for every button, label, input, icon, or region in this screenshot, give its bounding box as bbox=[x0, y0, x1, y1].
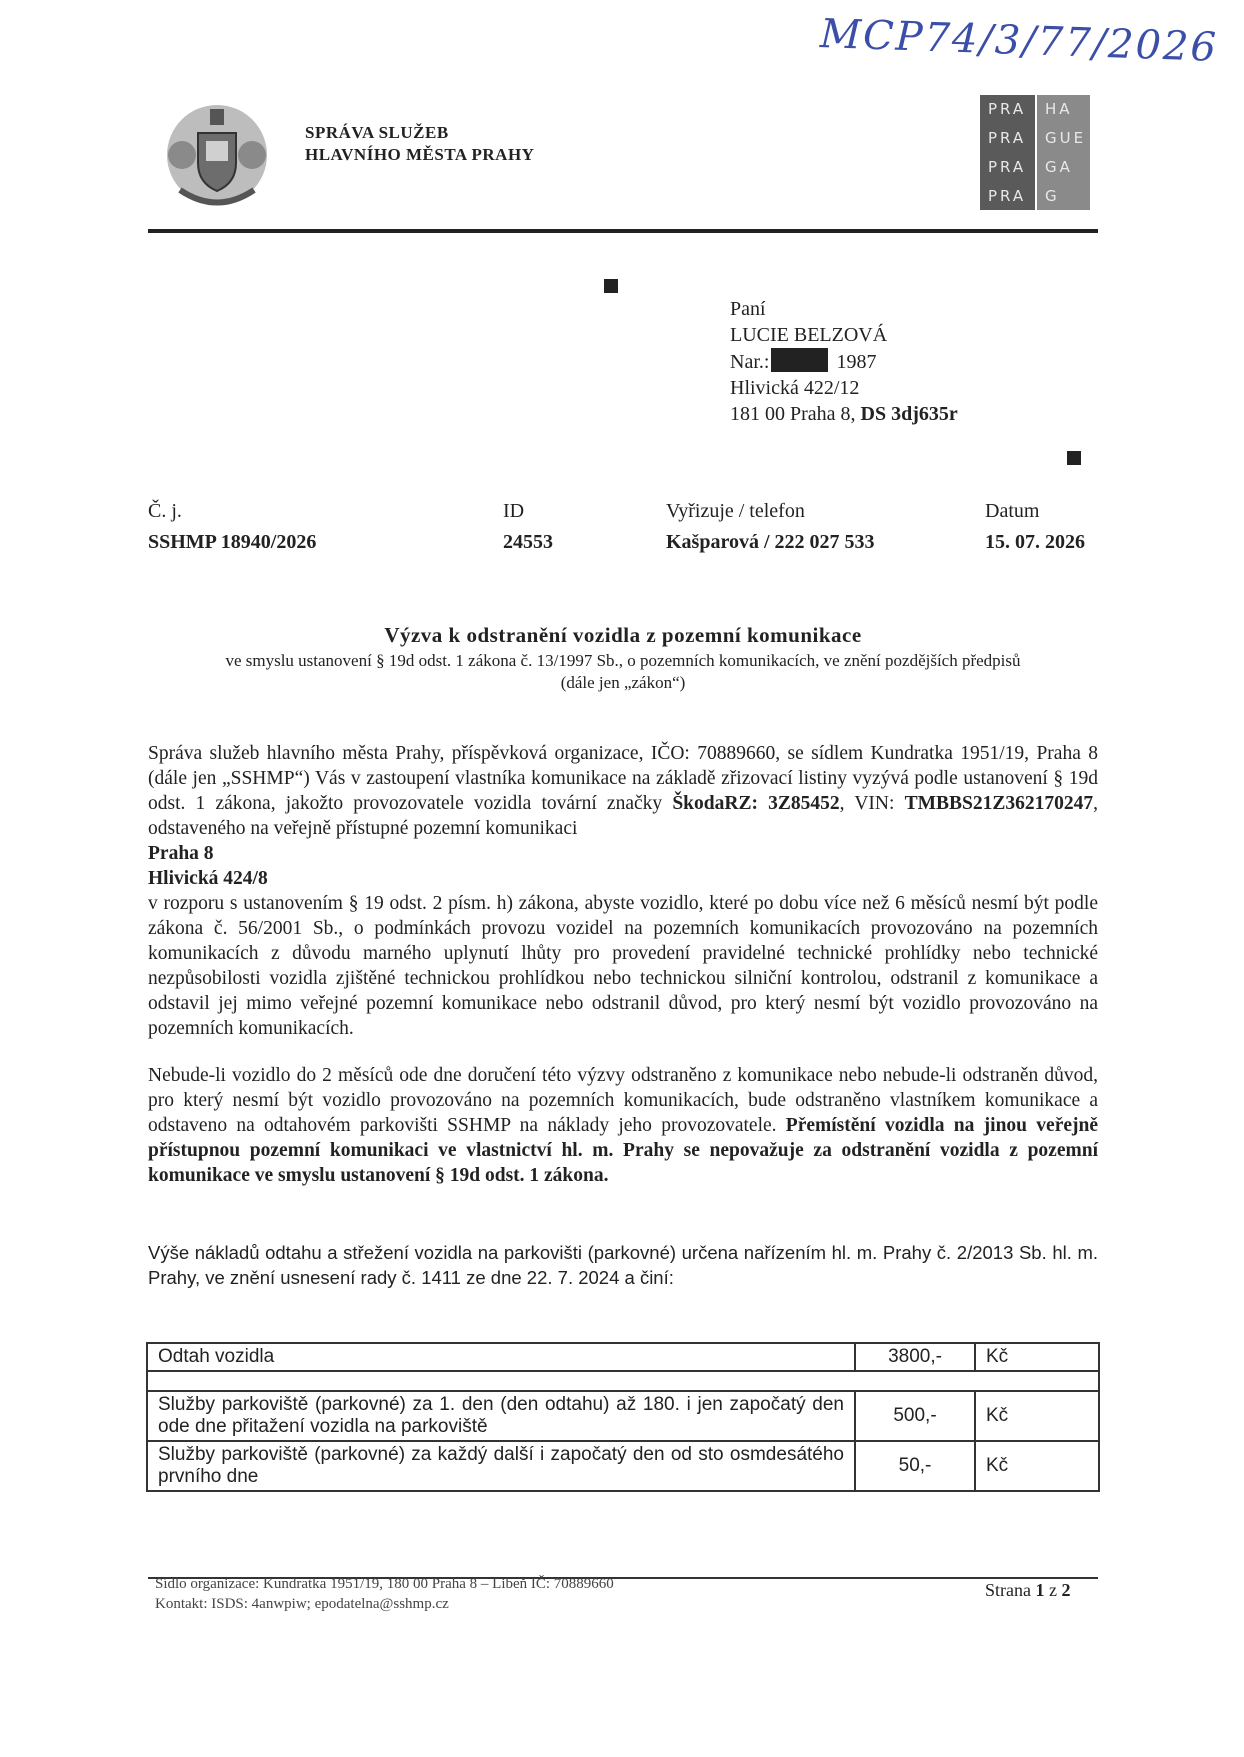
location-street: Hlivická 424/8 bbox=[148, 868, 268, 889]
page-number bbox=[985, 1580, 1070, 1601]
page-current: 1 bbox=[1035, 1580, 1045, 1600]
handwritten-reference: MCP74/3/77/2026 bbox=[819, 11, 1219, 71]
contact-value: Kašparová / 222 027 533 bbox=[666, 531, 875, 553]
fee-amount: 50,- bbox=[855, 1441, 975, 1491]
body2-bold: Přemístění vozidla na jinou veřejně přístupnou pozemní komunikaci ve vlastnictví hl. m. Prahy se nepovažuje za odstranění vozidla z pozemní komunikace ve smyslu ustanovení § 19d odst. 1 zákona. bbox=[148, 1115, 1098, 1186]
cj-label: Č. j. bbox=[148, 500, 182, 522]
recipient-city bbox=[730, 401, 958, 427]
body-paragraph-3: Výše nákladů odtahu a střežení vozidla na parkovišti (parkovné) určena nařízením hl. m. Prahy č. 2/2013 Sb. hl. m. Prahy, ve znění usnesení rady č. 1411 ze dne 22. 7. 2024 a činí: bbox=[148, 1242, 1098, 1288]
contact-label: Vyřizuje / telefon bbox=[666, 500, 805, 522]
subtitle-line2: (dále jen „zákon“) bbox=[560, 673, 686, 692]
recipient-address bbox=[730, 296, 958, 427]
header-divider bbox=[148, 229, 1098, 233]
logo-cell: PRA bbox=[988, 157, 1027, 176]
org-name-line1: SPRÁVA SLUŽEB bbox=[305, 123, 449, 142]
document-title: Výzva k odstranění vozidla z pozemní komunikace bbox=[384, 623, 862, 647]
vehicle-rz: 3Z85452 bbox=[768, 793, 840, 814]
fee-label: Odtah vozidla bbox=[147, 1343, 855, 1371]
fee-label: Služby parkoviště (parkovné) za 1. den (den odtahu) až 180. i jen započatý den ode dne přitažení vozidla na parkoviště bbox=[147, 1391, 855, 1441]
date-label: Datum bbox=[985, 500, 1040, 522]
fee-amount: 3800,- bbox=[855, 1343, 975, 1371]
date-value: 15. 07. 2026 bbox=[985, 531, 1085, 553]
recipient-birth bbox=[730, 348, 958, 375]
table-spacer-cell bbox=[147, 1371, 1099, 1391]
recipient-city-text: 181 00 Praha 8, bbox=[730, 403, 861, 425]
page-total: 2 bbox=[1061, 1580, 1071, 1600]
fee-currency: Kč bbox=[975, 1391, 1099, 1441]
table-row bbox=[147, 1441, 1099, 1491]
logo-cell: GUE bbox=[1035, 124, 1090, 153]
page-mid: z bbox=[1044, 1580, 1062, 1600]
footer-address: Sídlo organizace: Kundratka 1951/19, 180 00 Praha 8 – Libeň IČ: 70889660 bbox=[155, 1576, 614, 1592]
organization-name bbox=[305, 122, 534, 166]
recipient-street: Hlivická 422/12 bbox=[730, 377, 860, 399]
logo-cell: GA bbox=[1035, 153, 1090, 182]
body-paragraph-1 bbox=[148, 741, 1098, 1041]
logo-cell: PRA bbox=[988, 129, 1027, 148]
birth-year: 1987 bbox=[836, 351, 877, 373]
logo-cell: PRA bbox=[988, 100, 1027, 119]
rz-label: RZ: bbox=[724, 793, 769, 814]
fees-table bbox=[146, 1342, 1100, 1492]
table-row bbox=[147, 1343, 1099, 1371]
fee-currency: Kč bbox=[975, 1343, 1099, 1371]
registration-mark bbox=[1067, 451, 1081, 465]
location-district: Praha 8 bbox=[148, 843, 214, 864]
footer-contact-line: Kontakt: ISDS: 4anwpiw; epodatelna@sshmp.cz bbox=[155, 1596, 449, 1612]
table-row bbox=[147, 1391, 1099, 1441]
vehicle-brand: Škoda bbox=[672, 793, 725, 814]
footer-contact bbox=[155, 1574, 614, 1614]
body-paragraph-2 bbox=[148, 1063, 1098, 1188]
body2-text: Nebude-li vozidlo do 2 měsíců ode dne doručení této výzvy odstraněno z komunikace nebo nebude-li odstraněn důvod, pro který nesmí být vozidlo provozováno na pozemních komunikacích, bude odstraněno vlastníkem komunikace a odstaveno na odtahovém parkovišti SSHMP na náklady jeho provozovatele. bbox=[148, 1065, 1098, 1136]
praha-praga-logo bbox=[980, 95, 1090, 210]
body1-after-vin: , odstaveného na veřejně přístupné pozemní komunikaci bbox=[148, 793, 1098, 839]
vin-label: , VIN: bbox=[839, 793, 905, 814]
org-name-line2: HLAVNÍHO MĚSTA PRAHY bbox=[305, 145, 535, 164]
body1-intro: Správa služeb hlavního města Prahy, příspěvková organizace, IČO: 70889660, se sídlem Kundratka 1951/19, Praha 8 (dále jen „SSHMP“) Vás v zastoupení vlastníka komunikace na základě zřizovací listiny vyzývá podle ustanovení § 19d odst. 1 zákona, jakožto provozovatele vozidla tovární značky bbox=[148, 743, 1098, 814]
registration-mark bbox=[604, 279, 618, 293]
recipient-data-box: DS 3dj635r bbox=[860, 403, 958, 425]
fee-amount: 500,- bbox=[855, 1391, 975, 1441]
id-label: ID bbox=[503, 500, 525, 522]
body1-rest: v rozporu s ustanovením § 19 odst. 2 písm. h) zákona, abyste vozidlo, které po dobu více než 6 měsíců nesmí být podle zákona č. 56/2001 Sb., o podmínkách provozu vozidel na pozemních komunikacích provozováno na pozemních komunikacích z důvodu marného uplynutí lhůty pro provedení pravidelné technické prohlídky nebo technické nezpůsobilosti vozidla zjištěné technickou prohlídkou nebo technickou silniční kontrolou, odstranil z komunikace a odstavil jej mimo veřejné pozemní komunikace nebo odstranil důvod, pro který nesmí být vozidlo provozováno na pozemních komunikacích. bbox=[148, 893, 1098, 1039]
vehicle-vin: TMBBS21Z362170247 bbox=[904, 793, 1094, 814]
logo-cell: G bbox=[1035, 181, 1090, 210]
logo-cell: HA bbox=[1035, 95, 1090, 124]
fee-label: Služby parkoviště (parkovné) za každý další i započatý den od sto osmdesátého prvního dne bbox=[147, 1441, 855, 1491]
prague-coat-of-arms-logo bbox=[160, 95, 275, 210]
logo-cell: PRA bbox=[988, 186, 1027, 205]
redacted-block bbox=[771, 348, 828, 372]
id-value: 24553 bbox=[503, 531, 553, 553]
birth-label: Nar.: bbox=[730, 351, 770, 373]
recipient-name: LUCIE BELZOVÁ bbox=[730, 324, 888, 346]
fee-currency: Kč bbox=[975, 1441, 1099, 1491]
cj-value: SSHMP 18940/2026 bbox=[148, 531, 317, 553]
recipient-salutation: Paní bbox=[730, 298, 766, 320]
subtitle-line1: ve smyslu ustanovení § 19d odst. 1 zákona č. 13/1997 Sb., o pozemních komunikacích, ve znění pozdějších předpisů bbox=[225, 651, 1021, 670]
page-prefix: Strana bbox=[985, 1580, 1036, 1600]
table-spacer-row bbox=[147, 1371, 1099, 1391]
document-subtitle bbox=[148, 650, 1098, 694]
